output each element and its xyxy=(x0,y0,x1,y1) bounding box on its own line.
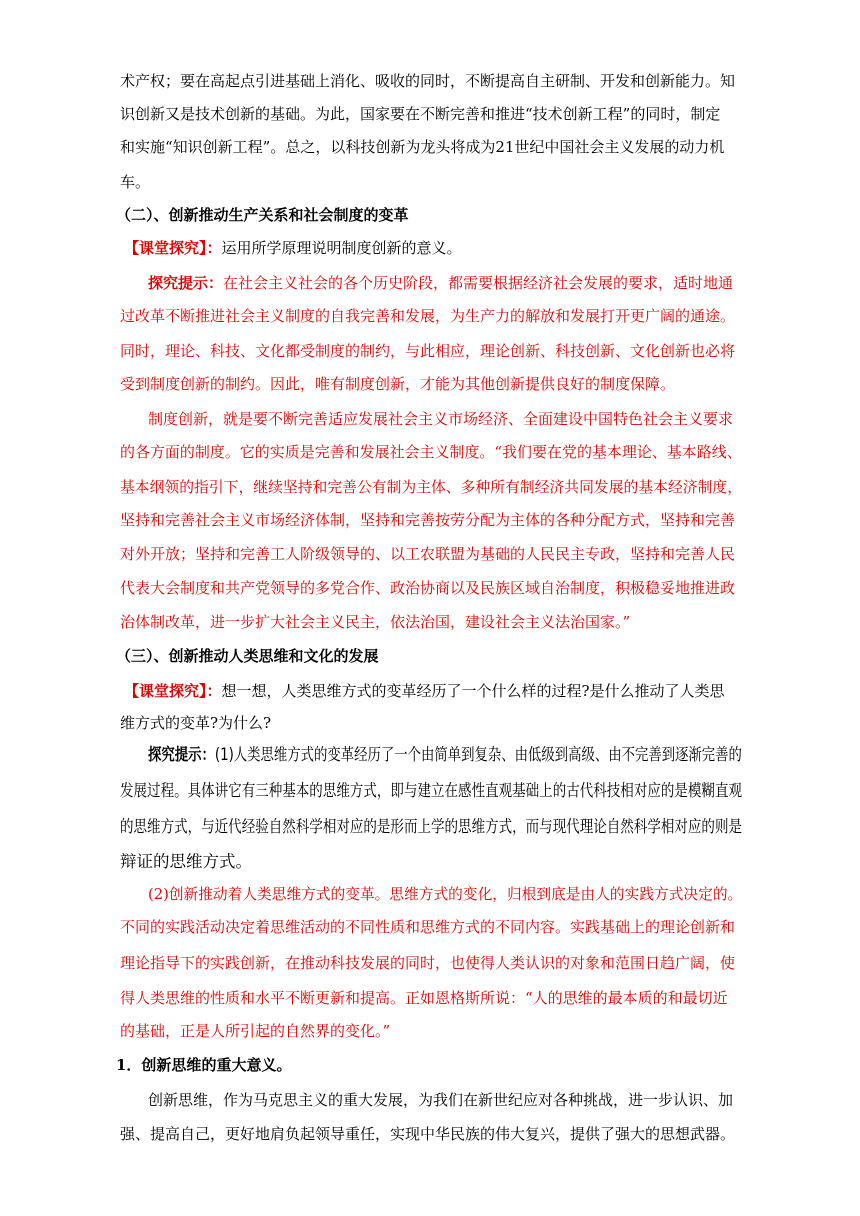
inquiry-label: 【课堂探究】： xyxy=(124,682,222,700)
point-1-line-2: 强、提高自己，更好地肩负起领导重任，实现中华民族的伟大复兴，提供了强大的思想武器。 xyxy=(120,1125,736,1143)
point-1-heading: 1．创新思维的重大意义。 xyxy=(116,1056,292,1074)
section-2-hint-line-4: 受到制度创新的制约。因此，唯有制度创新，才能为其他创新提供良好的制度保障。 xyxy=(120,375,676,393)
hint-label: 探究提示： xyxy=(148,274,224,292)
section-3-para-line-2: 不同的实践活动决定着思维活动的不同性质和思维方式的不同内容。实践基础上的理论创新和 xyxy=(120,918,736,936)
section-3-heading: （三）、创新推动人类思维和文化的发展 xyxy=(116,647,379,665)
hint-label: 探究提示： xyxy=(148,745,215,764)
section-2-para-line-3: 基本纲领的指引下，继续坚持和完善公有制为主体、多种所有制经济共同发展的基本经济制度， xyxy=(120,478,743,496)
section-2-para-line-6: 代表大会制度和共产党领导的多党合作、政治协商以及民族区域自治制度，积极稳妥地推进政 xyxy=(120,579,736,597)
hint-text: 在社会主义社会的各个历史阶段，都需要根据经济社会发展的要求，适时地通 xyxy=(223,274,734,292)
section-3-hint-line-4: 辩证的思维方式。 xyxy=(120,852,252,871)
inquiry-text: 想一想，人类思维方式的变革经历了一个什么样的过程?是什么推动了人类思 xyxy=(221,682,725,700)
section-2-heading: （二）、创新推动生产关系和社会制度的变革 xyxy=(116,206,409,224)
section-2-inquiry xyxy=(124,238,462,258)
intro-line-4: 车。 xyxy=(120,173,151,191)
section-3-para-line-1: (2)创新推动着人类思维方式的变革。思维方式的变化，归根到底是由人的实践方式决定的。 xyxy=(148,885,743,903)
section-3-para-line-4: 得人类思维的性质和水平不断更新和提高。正如恩格斯所说：“人的思维的最本质的和最切近 xyxy=(120,989,728,1007)
section-2-hint-line-3: 同时，理论、科技、文化都受制度的制约，与此相应，理论创新、科技创新、文化创新也必将 xyxy=(120,342,736,360)
section-2-para-line-4: 坚持和完善社会主义市场经济体制，坚持和完善按劳分配为主体的各种分配方式，坚持和完善 xyxy=(120,511,736,529)
section-2-hint-line-2: 过改革不断推进社会主义制度的自我完善和发展，为生产力的解放和发展打开更广阔的通途。 xyxy=(120,307,736,325)
section-3-para-line-3: 理论指导下的实践创新，在推动科技发展的同时，也使得人类认识的对象和范围日趋广阔，使 xyxy=(120,954,736,972)
section-3-hint-line-3: 的思维方式，与近代经验自然科学相对应的是形而上学的思维方式，而与现代理论自然科学相对应的则是 xyxy=(120,817,743,836)
inquiry-label: 【课堂探究】： xyxy=(124,239,222,257)
point-1-line-1: 创新思维，作为马克思主义的重大发展，为我们在新世纪应对各种挑战，进一步认识、加 xyxy=(148,1091,734,1109)
section-2-para-line-2: 的各方面的制度。它的实质是完善和发展社会主义制度。“我们要在党的基本理论、基本路线、 xyxy=(120,443,742,461)
intro-line-2: 识创新又是技术创新的基础。为此，国家要在不断完善和推进“技术创新工程”的同时，制定 xyxy=(120,105,721,123)
section-2-para-line-5: 对外开放；坚持和完善工人阶级领导的、以工农联盟为基础的人民民主专政，坚持和完善人民 xyxy=(120,545,736,563)
intro-line-3: 和实施“知识创新工程”。总之，以科技创新为龙头将成为21世纪中国社会主义发展的动力机 xyxy=(120,138,725,156)
intro-line-1: 术产权；要在高起点引进基础上消化、吸收的同时，不断提高自主研制、开发和创新能力。知 xyxy=(120,72,736,90)
section-3-inquiry-line-1 xyxy=(124,681,725,701)
section-3-inquiry-line-2: 维方式的变革?为什么? xyxy=(120,714,272,732)
section-2-para-line-1: 制度创新，就是要不断完善适应发展社会主义市场经济、全面建设中国特色社会主义要求 xyxy=(148,410,734,428)
section-3-para-line-5: 的基础，正是人所引起的自然界的变化。” xyxy=(120,1022,391,1040)
section-2-para-line-7: 治体制改革，进一步扩大社会主义民主，依法治国，建设社会主义法治国家。” xyxy=(120,613,631,631)
hint-text: (1)人类思维方式的变革经历了一个由简单到复杂、由低级到高级、由不完善到逐渐完善的 xyxy=(214,745,742,764)
section-3-hint-line-2: 发展过程。具体讲它有三种基本的思维方式，即与建立在感性直观基础上的古代科技相对应的是模糊直观 xyxy=(120,781,743,800)
section-3-hint-line-1 xyxy=(148,745,742,765)
inquiry-text: 运用所学原理说明制度创新的意义。 xyxy=(221,239,462,257)
section-2-hint-line-1 xyxy=(148,273,733,293)
